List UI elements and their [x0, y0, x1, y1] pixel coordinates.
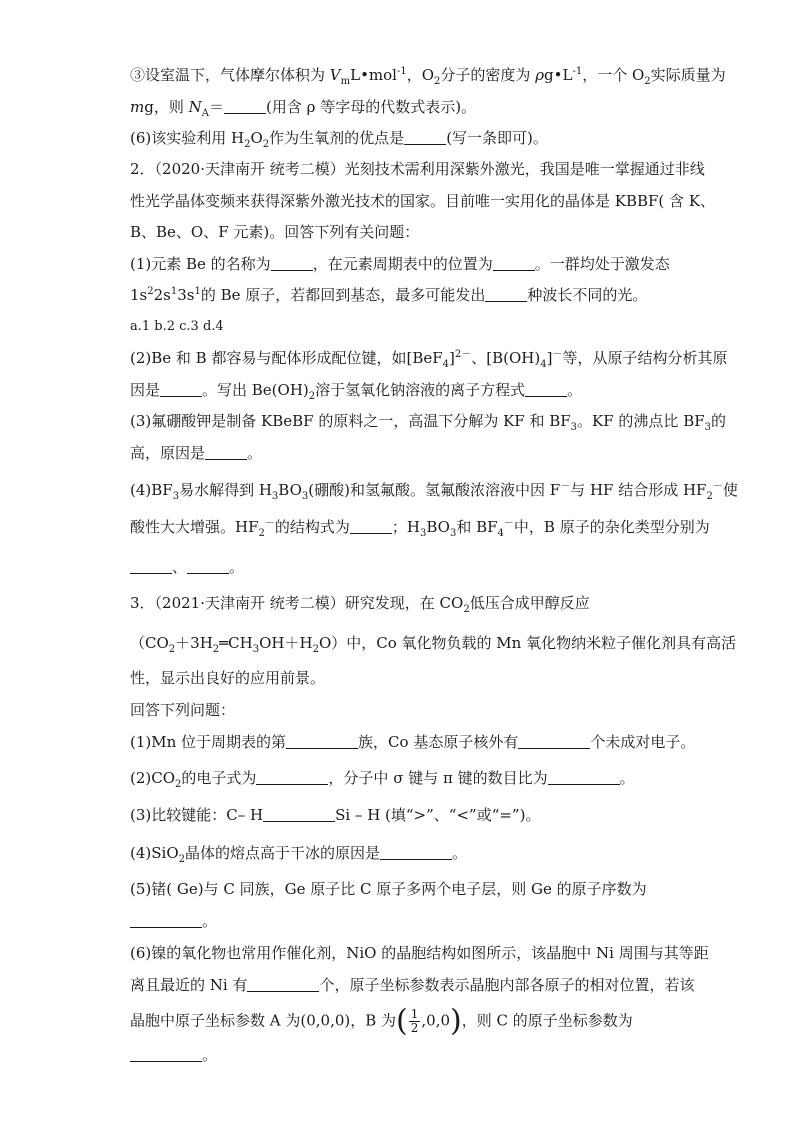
answer-blank[interactable]	[130, 911, 202, 928]
line-20: 回答下列问题：	[130, 701, 236, 719]
answer-blank[interactable]	[380, 843, 452, 860]
answer-blank[interactable]	[187, 557, 229, 574]
line-24: (4)SiO$_2$晶体的熔点高于干冰的原因是 。	[130, 844, 468, 865]
line-14: $(4)BF_3$易水解得到 $H_3BO_3$(硼酸)和氢氟酸。氢氟酸浓溶液中因 F－与 HF 结合形成 $HF_2^-$使	[130, 481, 738, 502]
line-15: 酸性大大增强。$HF_2^-$的结构式为 ；$H_3BO_3$和 $BF_4^-$中，B 原子的杂化类型分别为	[130, 518, 710, 539]
question-2-line-1: 2．（2020·天津南开 统考二模）光刻技术需利用深紫外激光，我国是唯一掌握通过非线	[130, 160, 705, 178]
line-27: (6)镍的氧化物也常用作催化剂，NiO 的晶胞结构如图所示，该晶胞中 Ni 周围与其等距	[130, 944, 709, 962]
answer-blank[interactable]	[205, 443, 247, 460]
line-26: 。	[130, 910, 217, 932]
line-30: 。	[130, 1044, 217, 1066]
equation-line: $(CO_2+3H_2═CH_3OH+H_2O)$中，Co 氧化物负载的 Mn 氧化物纳米粒子催化剂具有高活	[130, 634, 737, 655]
line-28: 离且最近的 Ni 有 个，原子坐标参数表示晶胞内部各原子的相对位置，若该	[130, 976, 695, 994]
answer-blank[interactable]	[160, 380, 202, 397]
line-23: (3)比较键能：C– H Si – H (填“>”、“<”或“=”)。	[130, 806, 541, 824]
line-3: (6)该实验利用 $H_2O_2$作为生氧剂的优点是 (写一条即可)。	[130, 129, 548, 150]
answer-blank[interactable]	[247, 975, 319, 992]
answer-blank[interactable]	[130, 557, 172, 574]
answer-blank[interactable]	[493, 254, 535, 271]
answer-blank[interactable]	[224, 97, 266, 114]
line-16: 、 。	[130, 556, 244, 578]
answer-blank[interactable]	[271, 254, 313, 271]
answer-blank[interactable]	[485, 285, 527, 302]
question-2-line-3: B、Be、O、F 元素)。回答下列有关问题：	[130, 223, 420, 241]
line-25: (5)锗( Ge)与 C 同族，Ge 原子比 C 原子多两个电子层，则 Ge 的原子序数为	[130, 880, 647, 898]
question-3-line-1: 3．（2021·天津南开 统考二模）研究发现，在 $CO_2$低压合成甲醇反应	[130, 594, 590, 615]
answer-blank[interactable]	[130, 1045, 202, 1062]
answer-blank[interactable]	[525, 380, 567, 397]
line-12: (3)氟硼酸钾是制备 KBeBF 的原料之一，高温下分解为 KF 和 $BF_3$。KF 的沸点比 $BF_3$的	[130, 412, 727, 433]
line-22: $(2)CO_2$的电子式为 ，分子中 σ 键与 π 键的数目比为 。	[130, 769, 635, 790]
line-21: (1)Mn 位于周期表的第 族，Co 基态原子核外有 个未成对电子。	[130, 733, 696, 751]
line-19: 性，显示出良好的应用前景。	[130, 669, 326, 687]
answer-blank[interactable]	[256, 768, 328, 785]
answer-blank[interactable]	[404, 128, 446, 145]
line-7: (1)元素 Be 的名称为 ，在元素周期表中的位置为 。一群均处于激发态	[130, 255, 670, 273]
line-10: (2)Be 和 B 都容易与配体形成配位键，如$[BeF_4]^{2-}$、$[B(OH)_4]^-$等，从原子结构分析其原	[130, 349, 728, 370]
answer-blank[interactable]	[548, 768, 620, 785]
answer-blank[interactable]	[286, 732, 358, 749]
line-29: 晶胞中原子坐标参数 A 为(0,0,0)，B 为( $\frac{1}{2}$ ,0,0)，则 C 的原子坐标参数为	[130, 1003, 633, 1039]
line-1: ③设室温下，气体摩尔体积为 $V_mL•mol^{-1}$，$O_2$分子的密度为 $\rho g•L^{-1}$，一个 $O_2$实际质量为	[130, 66, 726, 87]
line-8: $1s^22s^13s^1$的 Be 原子，若都回到基态，最多可能发出 种波长不同的光。	[130, 286, 648, 304]
fraction: $\frac{1}{2}$	[410, 1007, 419, 1035]
answer-blank[interactable]	[263, 805, 335, 822]
line-13: 高，原因是 。	[130, 444, 263, 462]
options-line: a.1 b.2 c.3 d.4	[130, 319, 224, 334]
line-2: mg，则 $N_A=$ (用含 ρ 等字母的代数式表示)。	[130, 98, 477, 119]
answer-blank[interactable]	[350, 517, 392, 534]
question-2-line-2: 性光学晶体变频来获得深紫外激光技术的国家。目前唯一实用化的晶体是 KBBF( 含 K、	[130, 192, 716, 210]
answer-blank[interactable]	[518, 732, 590, 749]
line-11: 因是 。写出 $Be(OH)_2$溶于氢氧化钠溶液的离子方程式 。	[130, 381, 583, 402]
